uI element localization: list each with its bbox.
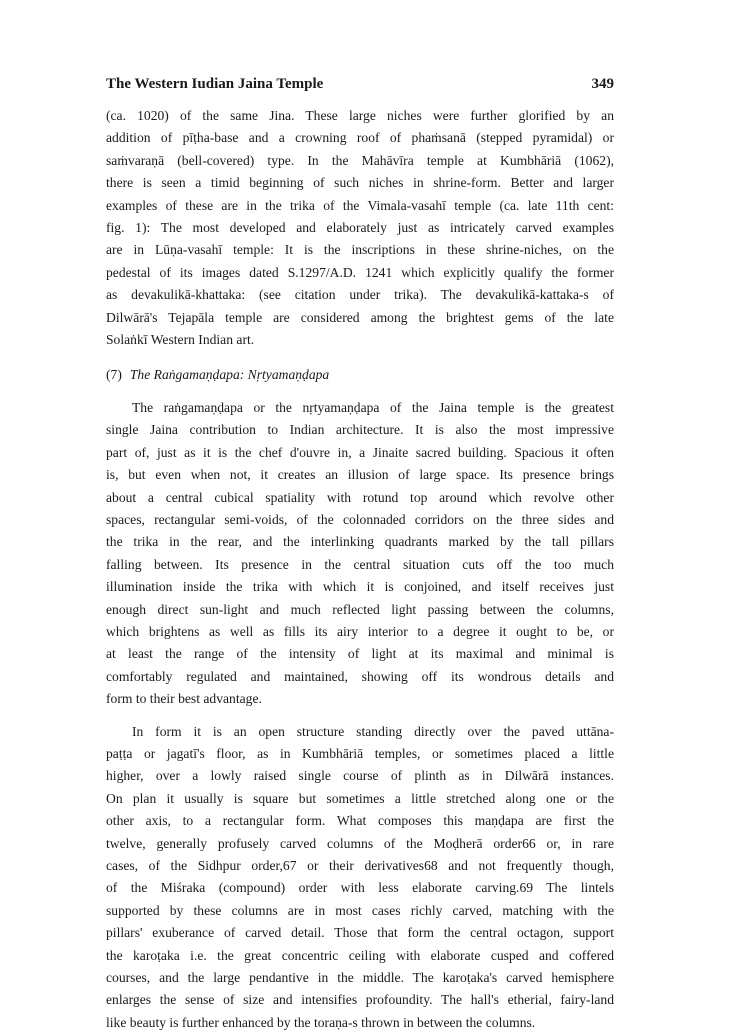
text-line: of the Miśraka (compound) order with less elaborate carving.69 The lintels	[106, 880, 614, 896]
text-line: spaces, rectangular semi-voids, of the colonnaded corridors on the three sides and	[106, 511, 614, 527]
page-body	[106, 76, 614, 1034]
text-line: examples of these are in the trika of the Vimala-vasahī temple (ca. late 11th cent:	[106, 197, 614, 213]
running-title: The Western Iudian Jaina Temple	[106, 76, 324, 92]
text-line: enlarges the sense of size and intensifies profoundity. The hall's etherial, fairy-land	[106, 992, 614, 1008]
text-line: enough direct sun-light and much reflected light passing between the columns,	[106, 601, 614, 617]
text-line: supported by these columns are in most cases richly carved, matching with the	[106, 902, 614, 918]
text-line: Solaṅkī Western Indian art.	[106, 332, 255, 348]
text-line: the trika in the rear, and the interlinking quadrants marked by the tall pillars	[106, 534, 614, 550]
text-line: like beauty is further enhanced by the toraṇa-s thrown in between the columns.	[106, 1014, 536, 1030]
text-line: cases, of the Sidhpur order,67 or their derivatives68 and not frequently though,	[106, 858, 614, 873]
section-number: (7)	[106, 367, 122, 383]
text-line: In form it is an open structure standing directly over the paved uttāna-	[132, 723, 614, 739]
text-line: other axis, to a rectangular form. What composes this maṇḍapa are first the	[106, 813, 614, 829]
text-line: higher, over a lowly raised single course of plinth as in Dilwārā instances.	[106, 768, 614, 784]
text-line: paṭṭa or jagatī's floor, as in Kumbhāriā temples, or sometimes placed a little	[106, 745, 614, 761]
text-line: about a central cubical spatiality with rotund top around which revolve other	[106, 489, 614, 505]
paragraph-gap	[106, 711, 614, 721]
text-line: there is seen a timid beginning of such niches in shrine-form. Better and larger	[106, 175, 614, 191]
text-line: pillars' exuberance of carved detail. Those that form the central octagon, support	[106, 925, 614, 941]
section-title: The Raṅgamaṇḍapa: Nṛtyamaṇḍapa	[129, 367, 330, 383]
text-line: is, but even when not, it creates an illusion of large space. Its presence brings	[106, 467, 614, 483]
text-line: fig. 1): The most developed and elaborately just as intricately carved examples	[106, 220, 614, 236]
text-line: as devakulikā-khattaka: (see citation under trika). The devakulikā-kattaka-s of	[106, 287, 614, 303]
paragraph-3	[106, 721, 614, 1034]
section-heading	[106, 364, 614, 386]
text-line: are in Lūṇa-vasahī temple: It is the inscriptions in these shrine-niches, on the	[106, 242, 614, 258]
text-line: which brightens as well as fills its airy interior to a degree it ought to be, or	[106, 623, 614, 639]
paragraph-2	[106, 397, 614, 711]
text-line: (ca. 1020) of the same Jina. These large niches were further glorified by an	[106, 108, 614, 123]
text-line: falling between. Its presence in the central situation cuts off the too much	[106, 556, 614, 572]
page-number: 349	[591, 76, 614, 92]
text-line: Dilwārā's Tejapāla temple are considered among the brightest gems of the late	[106, 309, 614, 325]
text-line: form to their best advantage.	[106, 691, 262, 707]
text-line: twelve, generally profusely carved columns of the Moḍherā order66 or, in rare	[106, 835, 614, 851]
text-line: addition of pīṭha-base and a crowning roof of phaṁsanā (stepped pyramidal) or	[106, 130, 614, 146]
paragraph-1	[106, 105, 614, 351]
text-line: the karoṭaka i.e. the great concentric ceiling with elaborate cusped and coffered	[106, 947, 614, 963]
text-line: saṁvaraṇā (bell-covered) type. In the Mahāvīra temple at Kumbhāriā (1062),	[106, 152, 614, 168]
running-head	[106, 76, 614, 93]
text-line: single Jaina contribution to Indian architecture. It is also the most impressive	[106, 422, 614, 438]
text-line: On plan it usually is square but sometimes a little stretched along one or the	[106, 790, 614, 806]
text-line: pedestal of its images dated S.1297/A.D. 1241 which explicitly qualify the former	[106, 264, 614, 280]
text-line: The raṅgamaṇḍapa or the nṛtyamaṇḍapa of the Jaina temple is the greatest	[132, 399, 614, 415]
text-line: at least the range of the intensity of light at its maximal and minimal is	[106, 646, 614, 662]
text-line: courses, and the large pendantive in the middle. The karoṭaka's carved hemisphere	[106, 970, 614, 986]
text-line: comfortably regulated and maintained, showing off its wondrous details and	[106, 668, 614, 684]
text-line: part of, just as it is the chef d'ouvre in, a Jinaite sacred building. Spacious it often	[106, 444, 614, 460]
text-line: illumination inside the trika with which it is conjoined, and itself receives just	[106, 579, 614, 595]
